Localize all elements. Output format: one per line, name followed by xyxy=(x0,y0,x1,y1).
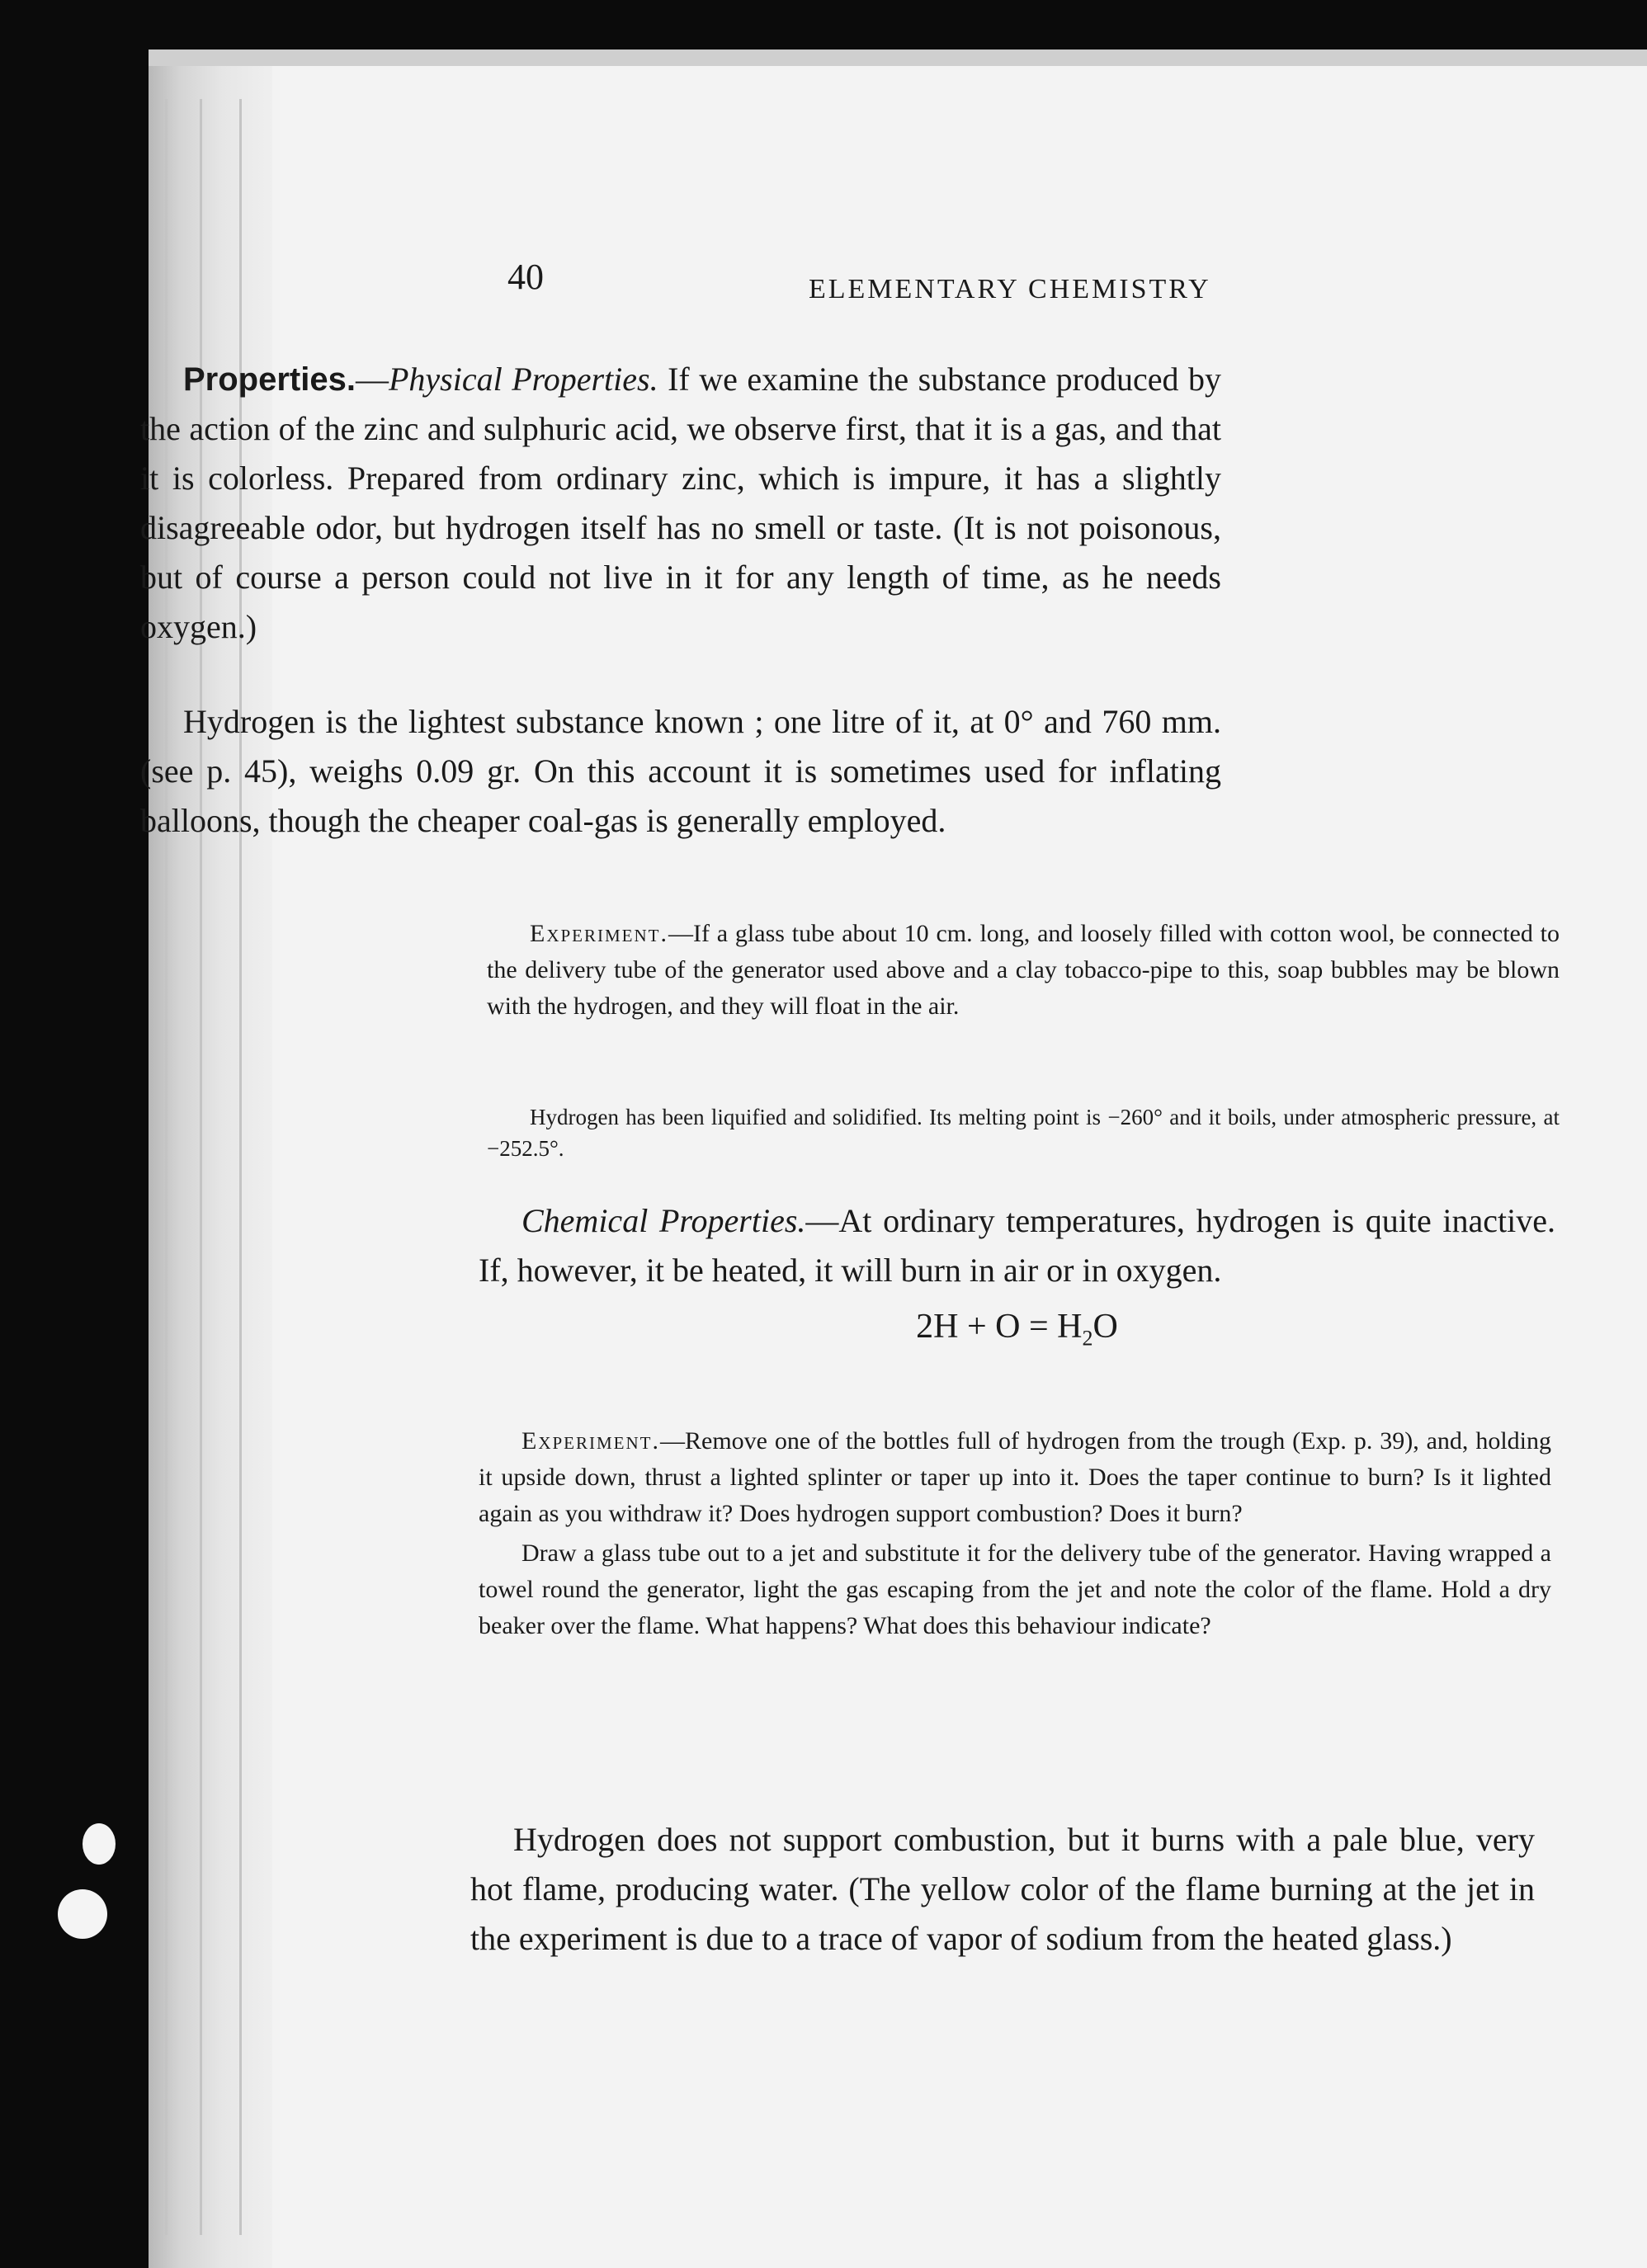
subhead-chemical: Chemical Properties. xyxy=(521,1202,806,1239)
experiment-text-continued: Draw a glass tube out to a jet and substitute it for the delivery tube of the generator. Having wrapped a towel round the generator, light the gas escaping from the jet and note the color of the flame. Hold a dry beaker over the flame. What happens? What does this behaviour indicate? xyxy=(479,1540,1551,1639)
running-head: ELEMENTARY CHEMISTRY xyxy=(809,274,1211,304)
para-text: —At ordinary temperatures, hydrogen is quite inactive. If, however, it be heated, it will burn in air or in oxygen. xyxy=(479,1202,1556,1289)
note-text: Hydrogen has been liquified and solidified. Its melting point is −260° and it boils, under atmospheric pressure, at −252.5°. xyxy=(487,1105,1560,1161)
section-lead: Properties. xyxy=(183,361,356,398)
para-text: Hydrogen is the lightest substance known ; one litre of it, at 0° and 760 mm. (see p. 45), weighs 0.09 gr. On this account it is sometimes used for inflating balloons, though the cheaper coal-gas is generally employed. xyxy=(140,703,1221,839)
subhead-physical: Physical Properties. xyxy=(388,361,658,398)
experiment-soap-bubbles xyxy=(487,916,1560,1025)
experiment-text: —Remove one of the bottles full of hydrogen from the trough (Exp. p. 39), and, holding it upside down, thrust a lighted splinter or taper up into it. Does the taper continue to burn? Is it lighted again as you withdraw it? Does hydrogen support combustion? Does it burn? xyxy=(479,1427,1551,1527)
equation-subscript: 2 xyxy=(1082,1326,1093,1351)
para-text: If we examine the substance produced by the action of the zinc and sulphuric acid, we observe first, that it is a gas, and that it is colorless. Prepared from ordinary zinc, which is impure, it has a slightly disagreeable odor, but hydrogen itself has no smell or taste. (It is not poisonous, but of course a person could not live in it for any length of time, as he needs oxygen.) xyxy=(140,361,1221,645)
para-lightest-substance xyxy=(140,697,1221,846)
para-chemical-properties xyxy=(479,1196,1555,1372)
note-liquified xyxy=(487,1101,1560,1164)
equation-right: O xyxy=(1092,1308,1118,1346)
chemical-equation xyxy=(479,1307,1555,1351)
page-blemish xyxy=(83,1823,116,1865)
page-content xyxy=(347,206,1568,304)
section-dash: — xyxy=(355,361,389,398)
para-combustion xyxy=(470,1815,1535,1964)
page-number: 40 xyxy=(507,257,544,297)
experiment-label: Experiment. xyxy=(530,920,668,947)
page-header xyxy=(347,206,1568,304)
experiment-text: —If a glass tube about 10 cm. long, and loosely filled with cotton wool, be connected to the delivery tube of the generator used above and a clay tobacco-pipe to this, soap bubbles may be blown with the hydrogen, and they will float in the air. xyxy=(487,920,1560,1020)
para-physical-properties xyxy=(140,355,1221,652)
equation-left: 2H + O = H xyxy=(916,1308,1083,1346)
experiment-taper xyxy=(479,1423,1551,1644)
page-blemish xyxy=(58,1889,107,1939)
experiment-label: Experiment. xyxy=(521,1427,660,1455)
para-text: Hydrogen does not support combustion, but it burns with a pale blue, very hot flame, producing water. (The yellow color of the flame burning at the jet in the experiment is due to a trace of vapor of sodium from the heated glass.) xyxy=(470,1821,1535,1957)
